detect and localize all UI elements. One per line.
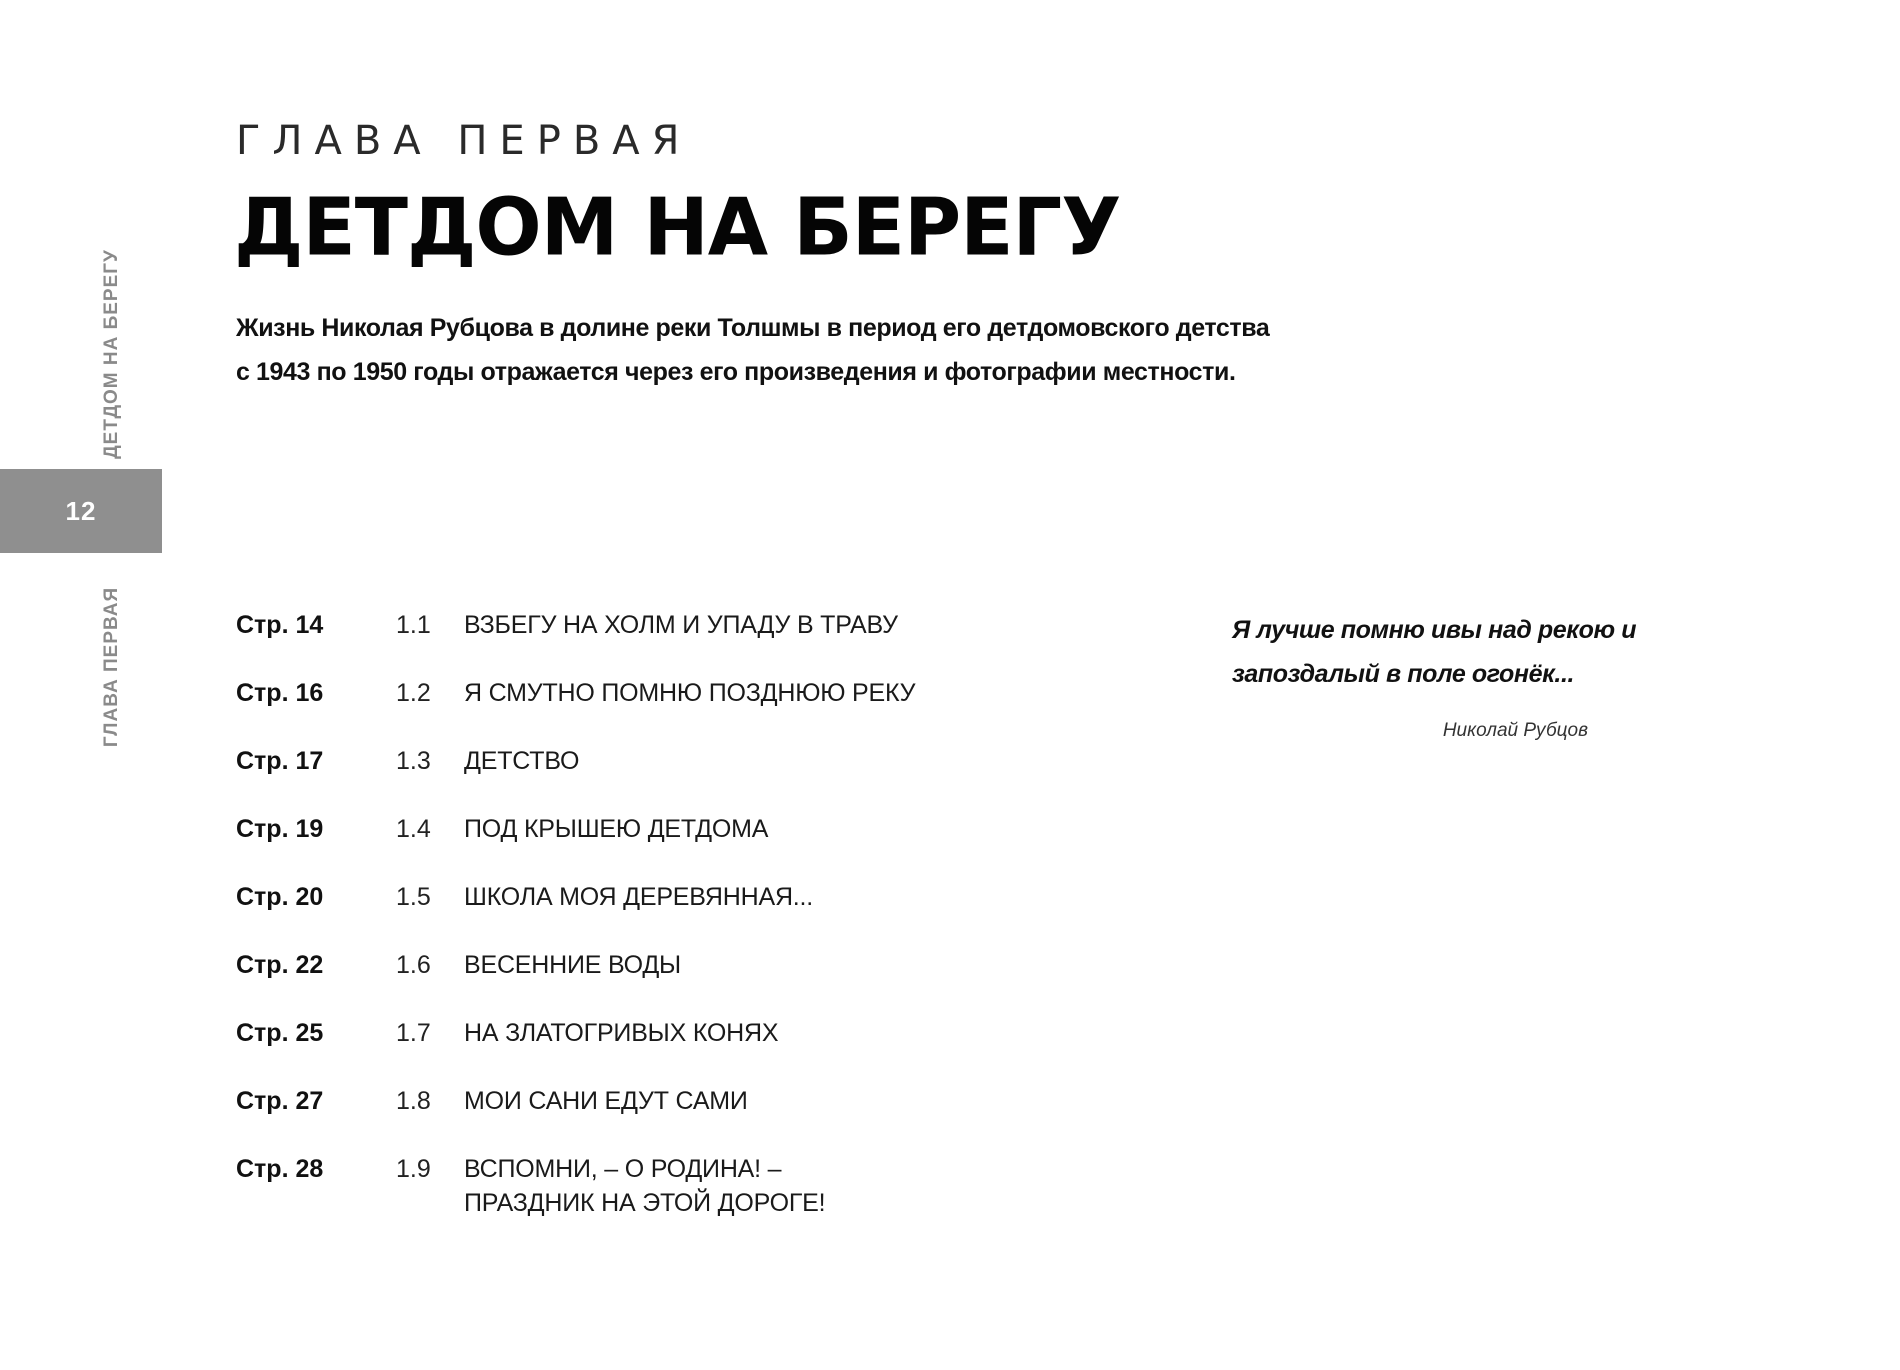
toc-page-ref: Стр. 25 xyxy=(236,1019,324,1047)
toc-entry[interactable] xyxy=(236,880,1136,948)
lead-line: с 1943 по 1950 годы отражается через его произведения и фотографии местности. xyxy=(236,358,1236,386)
page-number-box xyxy=(0,469,162,553)
toc-section-title xyxy=(464,948,681,982)
toc-section-number: 1.2 xyxy=(396,679,431,707)
toc-entry[interactable] xyxy=(236,812,1136,880)
toc-title-line: НА ЗЛАТОГРИВЫХ КОНЯХ xyxy=(464,1019,779,1047)
toc-title-line: МОИ САНИ ЕДУТ САМИ xyxy=(464,1087,748,1115)
toc-section-title xyxy=(464,812,768,846)
epigraph xyxy=(1232,608,1652,741)
toc-section-number: 1.8 xyxy=(396,1087,431,1115)
toc-title-line: ПРАЗДНИК НА ЭТОЙ ДОРОГЕ! xyxy=(464,1189,826,1217)
toc-title-line: ВСПОМНИ, – О РОДИНА! – xyxy=(464,1155,782,1183)
toc-section-number: 1.1 xyxy=(396,611,431,639)
toc-page-ref: Стр. 16 xyxy=(236,679,324,707)
chapter-label: ГЛАВА ПЕРВАЯ xyxy=(236,118,692,164)
toc-title-line: ВЕСЕННИЕ ВОДЫ xyxy=(464,951,681,979)
epigraph-quote xyxy=(1232,608,1652,696)
chapter-title: ДЕТДОМ НА БЕРЕГУ xyxy=(234,181,1121,274)
toc-entry[interactable] xyxy=(236,948,1136,1016)
toc-title-line: Я СМУТНО ПОМНЮ ПОЗДНЮЮ РЕКУ xyxy=(464,679,916,707)
toc-page-ref: Стр. 20 xyxy=(236,883,324,911)
running-head-chapter-text: ГЛАВА ПЕРВАЯ xyxy=(101,586,122,748)
toc-section-title xyxy=(464,880,813,914)
table-of-contents xyxy=(236,608,1136,1220)
toc-entry[interactable] xyxy=(236,1084,1136,1152)
running-head-title-text: ДЕТДОМ НА БЕРЕГУ xyxy=(101,249,122,459)
toc-page-ref: Стр. 27 xyxy=(236,1087,324,1115)
toc-page-ref: Стр. 28 xyxy=(236,1155,324,1183)
toc-section-title xyxy=(464,1152,825,1220)
toc-section-number: 1.3 xyxy=(396,747,431,775)
toc-section-number: 1.7 xyxy=(396,1019,431,1047)
toc-section-number: 1.9 xyxy=(396,1155,431,1183)
epigraph-line: Я лучше помню ивы над рекою и xyxy=(1232,616,1637,644)
toc-section-title xyxy=(464,1016,778,1050)
page-number: 12 xyxy=(65,495,97,526)
toc-title-line: ДЕТСТВО xyxy=(464,747,580,775)
toc-page-ref: Стр. 22 xyxy=(236,951,324,979)
toc-page-ref: Стр. 17 xyxy=(236,747,324,775)
toc-section-number: 1.4 xyxy=(396,815,431,843)
lead-line: Жизнь Николая Рубцова в долине реки Толшмы в период его детдомовского детства xyxy=(236,314,1270,342)
toc-section-number: 1.6 xyxy=(396,951,431,979)
toc-section-title xyxy=(464,608,898,642)
toc-entry[interactable] xyxy=(236,744,1136,812)
toc-entry[interactable] xyxy=(236,676,1136,744)
toc-title-line: ВЗБЕГУ НА ХОЛМ И УПАДУ В ТРАВУ xyxy=(464,611,898,639)
toc-page-ref: Стр. 14 xyxy=(236,611,324,639)
toc-section-number: 1.5 xyxy=(396,883,431,911)
toc-entry[interactable] xyxy=(236,1016,1136,1084)
toc-section-title xyxy=(464,744,579,778)
toc-section-title xyxy=(464,1084,748,1118)
toc-section-title xyxy=(464,676,915,710)
toc-title-line: ШКОЛА МОЯ ДЕРЕВЯННАЯ... xyxy=(464,883,814,911)
toc-title-line: ПОД КРЫШЕЮ ДЕТДОМА xyxy=(464,815,769,843)
toc-entry[interactable] xyxy=(236,1152,1136,1220)
epigraph-author: Николай Рубцов xyxy=(1442,720,1588,741)
epigraph-line: запоздалый в поле огонёк... xyxy=(1232,660,1575,688)
chapter-lead xyxy=(236,306,1270,394)
toc-entry[interactable] xyxy=(236,608,1136,676)
toc-page-ref: Стр. 19 xyxy=(236,815,324,843)
